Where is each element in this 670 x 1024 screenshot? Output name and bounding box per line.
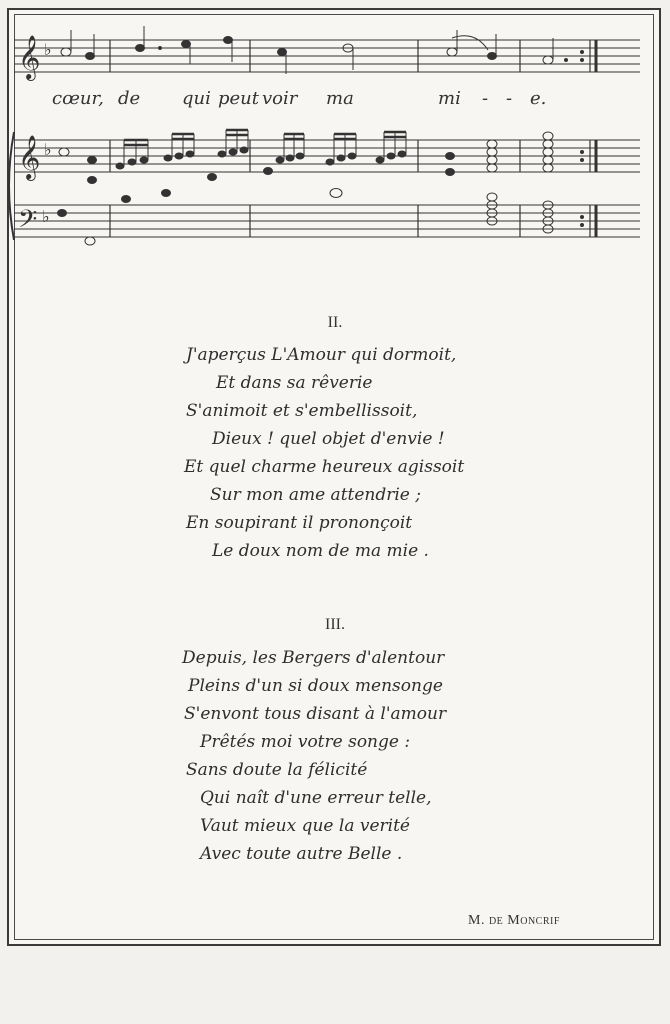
verse-line: Sans doute la félicité (186, 760, 368, 780)
lyric-word: qui (182, 88, 211, 109)
verse-line: Prêtés moi votre songe : (200, 732, 411, 752)
verse-line: S'animoit et s'embellissoit, (186, 401, 418, 421)
verse-line: S'envont tous disant à l'amour (184, 704, 447, 724)
bass-staff (14, 205, 640, 237)
verse-line: Vaut mieux que la verité (200, 816, 410, 836)
verse-line: Dieux ! quel objet d'envie ! (212, 429, 445, 449)
verse-line: Sur mon ame attendrie ; (210, 485, 421, 505)
lyric-word: cœur, (52, 88, 104, 109)
verse-line: Depuis, les Bergers d'alentour (182, 648, 445, 668)
verse-line: Qui naît d'une erreur telle, (200, 788, 432, 808)
author-signature: M. de Moncrif (468, 913, 560, 928)
lyric-word: ma (326, 88, 354, 109)
verse-line: J'aperçus L'Amour qui dormoit, (186, 345, 457, 365)
treble-clef-icon: 𝄞 (18, 35, 41, 79)
verse-line: Pleins d'un si doux mensonge (188, 676, 443, 696)
svg-text:♭: ♭ (44, 140, 52, 159)
verse-line: Et dans sa rêverie (216, 373, 373, 393)
treble-clef-icon: 𝄞 (18, 135, 41, 179)
lyric-word: e. (530, 88, 547, 109)
verse-number: III. (325, 616, 345, 633)
lyric-word: mi (438, 88, 461, 109)
verse-number: II. (327, 314, 343, 331)
verse-line: Le doux nom de ma mie . (212, 541, 429, 561)
verse-line: Avec toute autre Belle . (200, 844, 403, 864)
lyric-word: de (118, 88, 141, 109)
svg-text:♭: ♭ (44, 40, 52, 59)
svg-text:♭: ♭ (42, 207, 50, 226)
verse-line: En soupirant il prononçoit (186, 513, 413, 533)
bass-clef-icon: 𝄢 (18, 205, 38, 240)
verse-line: Et quel charme heureux agissoit (184, 457, 465, 477)
music-score (0, 0, 670, 260)
lyric-word: - (506, 88, 513, 109)
lyric-word: voir (262, 88, 298, 109)
lyric-word: - (482, 88, 489, 109)
lyric-word: peut (218, 88, 260, 109)
